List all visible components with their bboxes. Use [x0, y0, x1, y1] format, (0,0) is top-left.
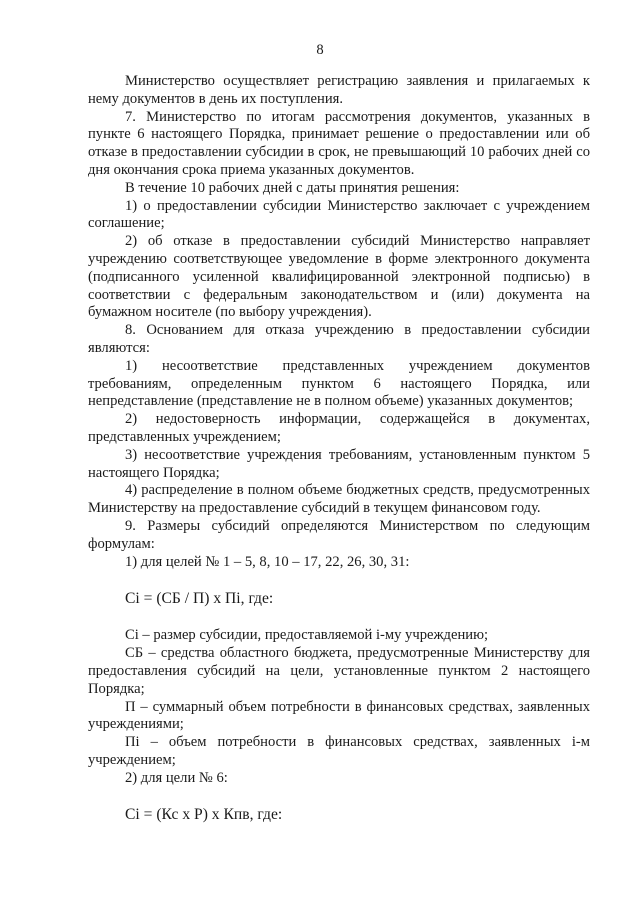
paragraph-formula-2-intro: 2) для цели № 6:: [125, 769, 228, 786]
document-body: [88, 73, 590, 824]
formula-1: Ci = (СБ / П) x Пi, где:: [125, 590, 274, 608]
paragraph-registration: Министерство осуществляет регистрацию заявления и прилагаемых к нему документов в день их поступления.: [88, 73, 590, 107]
paragraph-item-grant: 1) о предоставлении субсидии Министерство заключает с учреждением соглашение;: [88, 197, 590, 232]
paragraph-clause-9: 9. Размеры субсидий определяются Министерством по следующим формулам:: [88, 517, 590, 552]
page-number: 8: [316, 42, 324, 58]
paragraph-def-p: П – суммарный объем потребности в финансовых средствах, заявленных учреждениями;: [88, 698, 590, 733]
paragraph-refusal-reason-3: 3) несоответствие учреждения требованиям, установленным пунктом 5 настоящего Порядка;: [88, 446, 590, 481]
paragraph-def-pi: Пi – объем потребности в финансовых средствах, заявленных i-м учреждением;: [88, 734, 590, 768]
paragraph-refusal-reason-4: 4) распределение в полном объеме бюджетных средств, предусмотренных Министерству на предоставление субсидий в текущем финансовом году.: [88, 482, 590, 517]
paragraph-def-ci: Ci – размер субсидии, предоставляемой i-му учреждению;: [125, 627, 489, 644]
paragraph-within-10-days: В течение 10 рабочих дней с даты принятия решения:: [125, 179, 460, 196]
paragraph-def-sb: СБ – средства областного бюджета, предусмотренные Министерству для предоставления субсидий на цели, установленные пунктом 2 настоящего Порядка;: [88, 645, 590, 697]
paragraph-formula-1-intro: 1) для целей № 1 – 5, 8, 10 – 17, 22, 26, 30, 31:: [125, 553, 410, 570]
paragraph-item-refusal: 2) об отказе в предоставлении субсидий Министерство направляет учреждению соответствующее уведомление в форме электронного документа (подписанного усиленной квалифицированной электронной подписью) в соответствии с федеральным законодательством и (или) документа на бумажном носителе (по выбору учреждения).: [88, 233, 590, 321]
paragraph-clause-7: 7. Министерство по итогам рассмотрения документов, указанных в пункте 6 настоящего Порядка, принимает решение о предоставлении или об отказе в предоставлении субсидии в срок, не превышающий 10 рабочих дней со дня окончания срока приема указанных документов.: [88, 108, 590, 178]
formula-2: Ci = (Кс x Р) x Кпв, где:: [125, 806, 283, 824]
paragraph-refusal-reason-1: 1) несоответствие представленных учреждением документов требованиям, определенным пунктом 6 настоящего Порядка, или непредставление (представление не в полном объеме) указанных документов;: [88, 357, 590, 410]
paragraph-refusal-reason-2: 2) недостоверность информации, содержащейся в документах, представленных учреждением;: [88, 411, 590, 445]
paragraph-clause-8: 8. Основанием для отказа учреждению в предоставлении субсидии являются:: [88, 322, 590, 356]
